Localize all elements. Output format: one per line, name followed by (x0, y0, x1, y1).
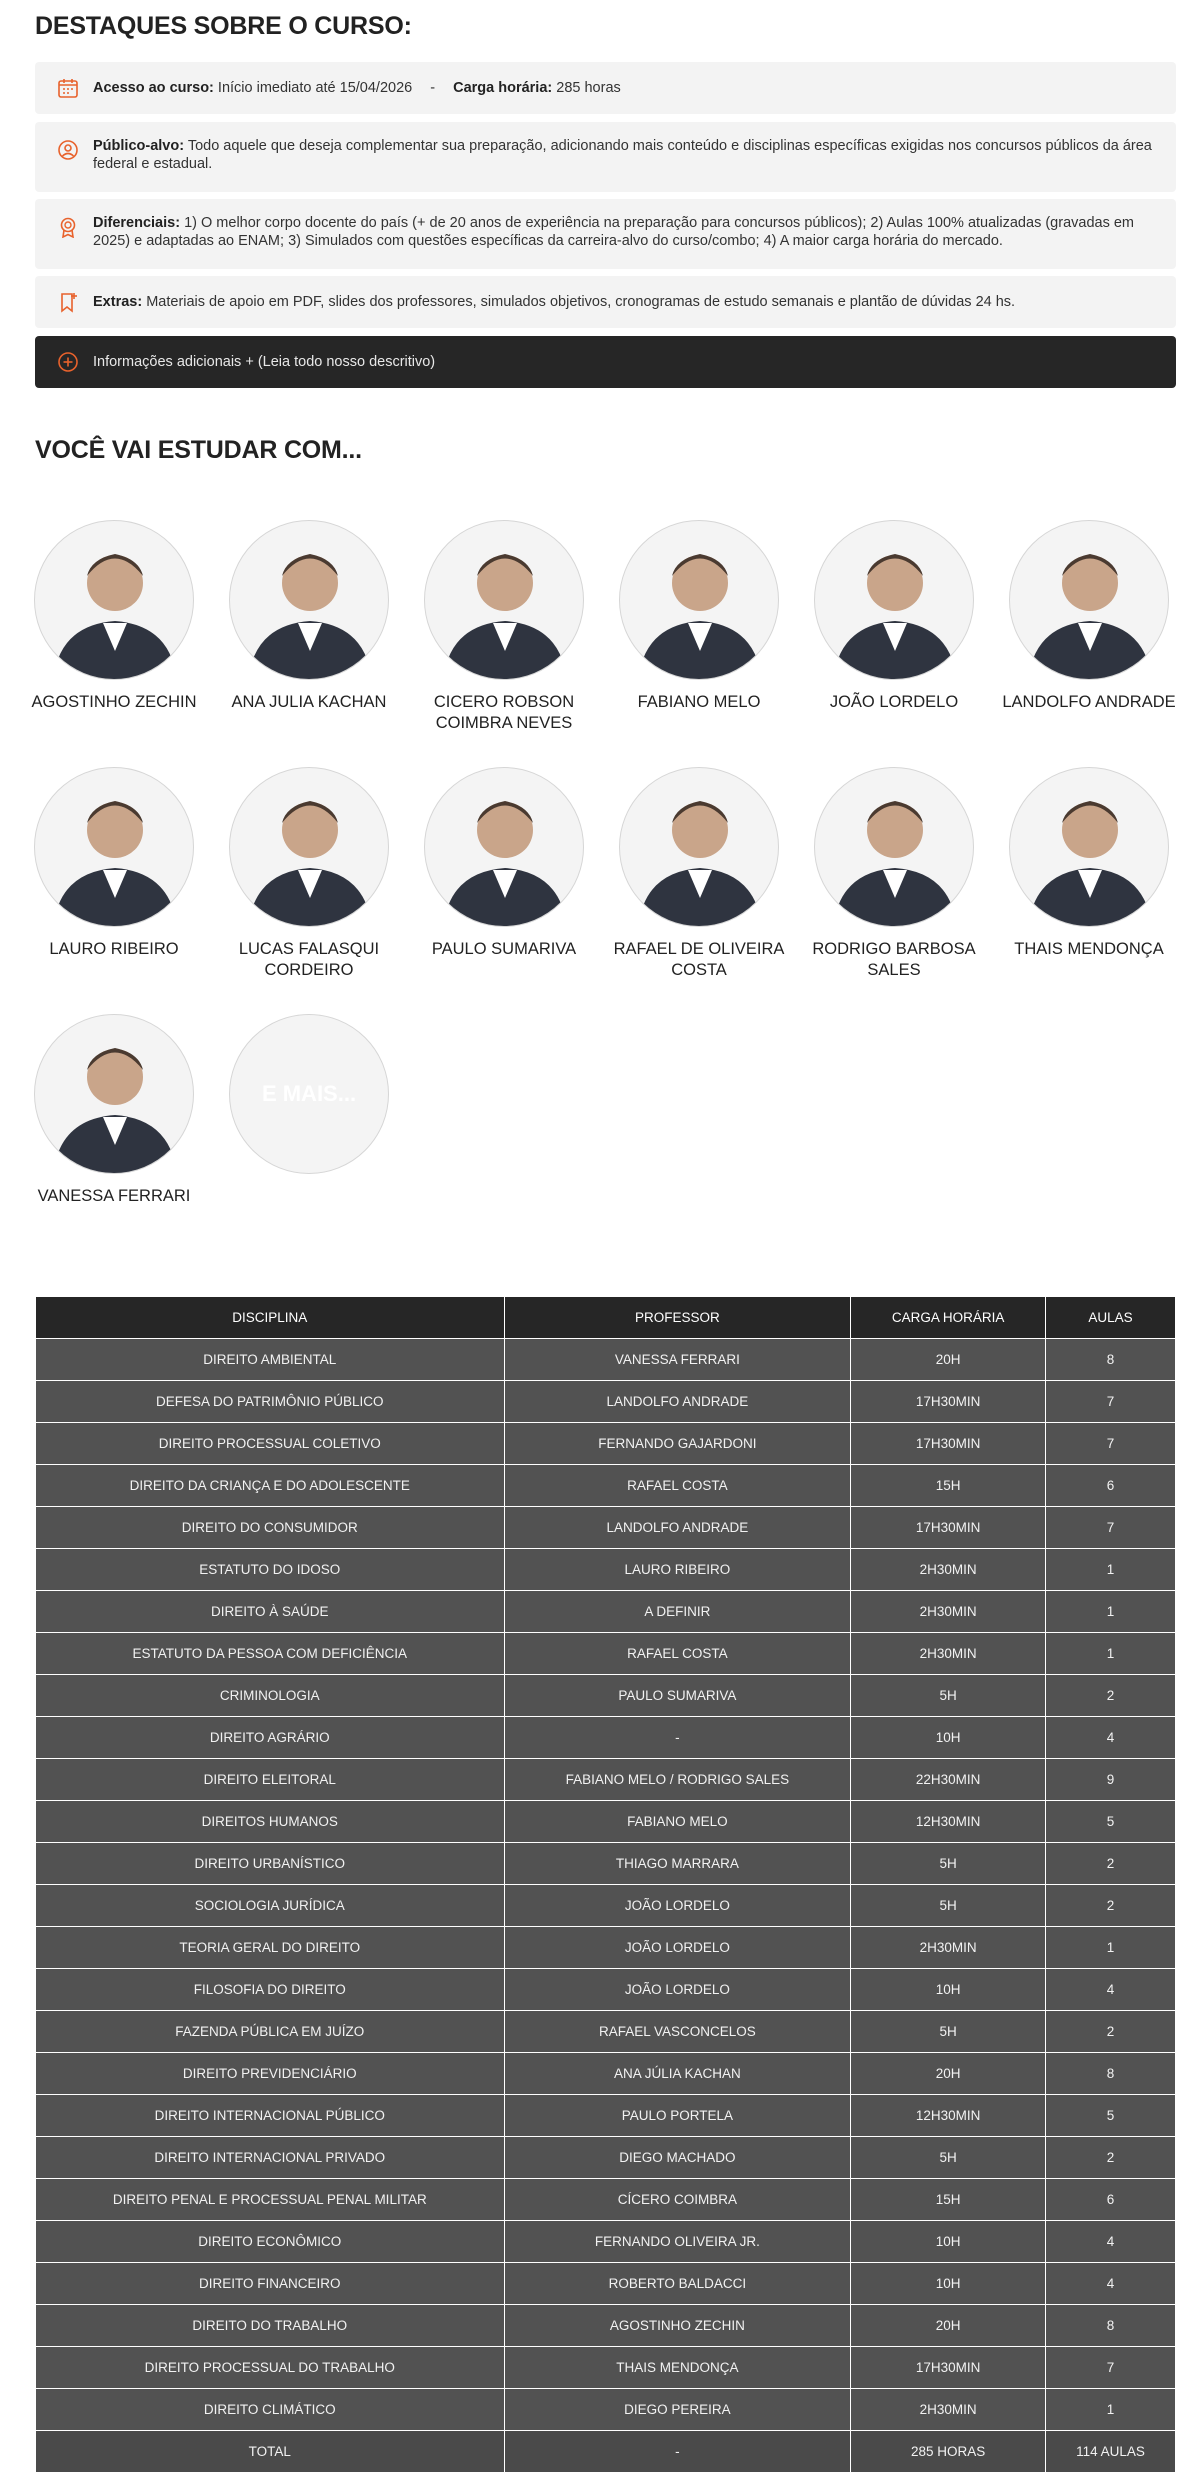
course-table (35, 1296, 1176, 2473)
table-row (36, 2389, 1176, 2431)
audience-label: Público-alvo: (93, 138, 185, 154)
table-row (36, 1507, 1176, 1549)
teacher-photo (814, 767, 974, 927)
cell-aulas: 6 (1046, 1465, 1176, 1507)
differentials-label: Diferenciais: (93, 215, 181, 231)
cell-disciplina: DIREITO INTERNACIONAL PÚBLICO (36, 2095, 505, 2137)
table-row (36, 1549, 1176, 1591)
teacher-photo (619, 520, 779, 680)
teacher-name: LAURO RIBEIRO (49, 940, 179, 958)
cell-disciplina: ESTATUTO DA PESSOA COM DEFICIÊNCIA (36, 1633, 505, 1675)
cell-professor: THAIS MENDONÇA (504, 2347, 851, 2389)
cell-professor: FABIANO MELO / RODRIGO SALES (504, 1759, 851, 1801)
cell-professor: FERNANDO GAJARDONI (504, 1423, 851, 1465)
cell-professor: RAFAEL COSTA (504, 1633, 851, 1675)
cell-disciplina: DIREITO PENAL E PROCESSUAL PENAL MILITAR (36, 2179, 505, 2221)
cell-disciplina: DIREITO CLIMÁTICO (36, 2389, 505, 2431)
cell-carga: 20H (851, 1339, 1046, 1381)
cell-carga: 10H (851, 1969, 1046, 2011)
cell-carga: 15H (851, 1465, 1046, 1507)
cell-aulas: 7 (1046, 1381, 1176, 1423)
table-row (36, 1591, 1176, 1633)
more-info-label: Informações adicionais + (Leia todo nosso descritivo) (93, 354, 436, 370)
cell-professor: LAURO RIBEIRO (504, 1549, 851, 1591)
cell-professor: RAFAEL COSTA (504, 1465, 851, 1507)
cell-professor: CÍCERO COIMBRA (504, 2179, 851, 2221)
cell-aulas: 2 (1046, 2011, 1176, 2053)
teacher-card[interactable] (24, 1014, 204, 1207)
table-row (36, 1759, 1176, 1801)
table-body (36, 1339, 1176, 2473)
teacher-photo (1009, 767, 1169, 927)
teacher-name: RODRIGO BARBOSA SALES (812, 940, 976, 979)
table-row (36, 2179, 1176, 2221)
teacher-photo (34, 520, 194, 680)
cell-disciplina: DIREITO AMBIENTAL (36, 1339, 505, 1381)
cell-carga: 2H30MIN (851, 1591, 1046, 1633)
cell-carga: 17H30MIN (851, 1423, 1046, 1465)
table-row (36, 2011, 1176, 2053)
cell-disciplina: DIREITO FINANCEIRO (36, 2263, 505, 2305)
table-row (36, 1381, 1176, 1423)
cell-carga: 5H (851, 1675, 1046, 1717)
audience-box (35, 122, 1176, 192)
cell-disciplina: DIREITO DO CONSUMIDOR (36, 1507, 505, 1549)
cell-professor: JOÃO LORDELO (504, 1969, 851, 2011)
table-row (36, 1885, 1176, 1927)
table-row (36, 2221, 1176, 2263)
cell-carga: 17H30MIN (851, 2347, 1046, 2389)
teacher-name: VANESSA FERRARI (37, 1187, 191, 1205)
teacher-photo (34, 1014, 194, 1174)
cell-disciplina: DIREITO URBANÍSTICO (36, 1843, 505, 1885)
cell-carga: 15H (851, 2179, 1046, 2221)
teacher-name: LANDOLFO ANDRADE (1002, 693, 1176, 711)
cell-professor: FABIANO MELO (504, 1801, 851, 1843)
cell-disciplina: DIREITO ELEITORAL (36, 1759, 505, 1801)
cell-disciplina: DIREITOS HUMANOS (36, 1801, 505, 1843)
cell-disciplina: TEORIA GERAL DO DIREITO (36, 1927, 505, 1969)
cell-professor: DIEGO MACHADO (504, 2137, 851, 2179)
table-row (36, 1675, 1176, 1717)
cell-carga: 5H (851, 2137, 1046, 2179)
medal-icon (55, 214, 81, 240)
cell-carga: 2H30MIN (851, 1633, 1046, 1675)
more-info-toggle[interactable] (35, 336, 1176, 388)
cell-aulas: 4 (1046, 1969, 1176, 2011)
cell-carga: 5H (851, 1843, 1046, 1885)
cell-aulas: 1 (1046, 1549, 1176, 1591)
teachers-title: VOCÊ VAI ESTUDAR COM... (35, 436, 362, 464)
table-row (36, 2137, 1176, 2179)
cell-carga: 2H30MIN (851, 1927, 1046, 1969)
cell-aulas: 4 (1046, 1717, 1176, 1759)
table-row (36, 1717, 1176, 1759)
teacher-card[interactable] (609, 767, 789, 981)
target-audience-icon (55, 137, 81, 163)
cell-aulas: 1 (1046, 2389, 1176, 2431)
cell-carga: 2H30MIN (851, 2389, 1046, 2431)
cell-carga: 10H (851, 2221, 1046, 2263)
table-total-row (36, 2431, 1176, 2473)
cell-professor: VANESSA FERRARI (504, 1339, 851, 1381)
cell-aulas: 7 (1046, 1423, 1176, 1465)
teacher-card[interactable] (24, 767, 204, 960)
cell-disciplina: DEFESA DO PATRIMÔNIO PÚBLICO (36, 1381, 505, 1423)
table-row (36, 1927, 1176, 1969)
cell-aulas: 4 (1046, 2263, 1176, 2305)
teacher-name: ANA JULIA KACHAN (231, 693, 387, 711)
cell-aulas: 2 (1046, 1843, 1176, 1885)
audience-text (93, 137, 1156, 173)
table-row (36, 2347, 1176, 2389)
teacher-photo (34, 767, 194, 927)
cell-aulas: 4 (1046, 2221, 1176, 2263)
cell-professor: AGOSTINHO ZECHIN (504, 2305, 851, 2347)
cell-carga: 10H (851, 1717, 1046, 1759)
cell-disciplina: TOTAL (36, 2431, 505, 2473)
extras-text (93, 293, 1015, 311)
cell-disciplina: DIREITO DA CRIANÇA E DO ADOLESCENTE (36, 1465, 505, 1507)
teacher-photo (424, 520, 584, 680)
cell-carga: 285 HORAS (851, 2431, 1046, 2473)
table-row (36, 1843, 1176, 1885)
calendar-icon (55, 75, 81, 101)
cell-professor: PAULO PORTELA (504, 2095, 851, 2137)
cell-disciplina: DIREITO PROCESSUAL COLETIVO (36, 1423, 505, 1465)
table-row (36, 1339, 1176, 1381)
cell-carga: 20H (851, 2053, 1046, 2095)
teacher-name: PAULO SUMARIVA (431, 940, 577, 958)
teacher-card[interactable] (609, 520, 789, 713)
cell-disciplina: DIREITO PROCESSUAL DO TRABALHO (36, 2347, 505, 2389)
cell-carga: 22H30MIN (851, 1759, 1046, 1801)
teacher-photo (229, 767, 389, 927)
cell-disciplina: DIREITO PREVIDENCIÁRIO (36, 2053, 505, 2095)
teacher-photo (229, 520, 389, 680)
extras-label: Extras: (93, 294, 143, 310)
table-row (36, 1423, 1176, 1465)
table-row (36, 1969, 1176, 2011)
col-professor: PROFESSOR (504, 1297, 851, 1339)
cell-aulas: 5 (1046, 1801, 1176, 1843)
more-teachers-button[interactable] (219, 1014, 399, 1174)
differentials-box (35, 199, 1176, 269)
hours-value: 285 horas (556, 80, 621, 96)
table-row (36, 2305, 1176, 2347)
teacher-photo (619, 767, 779, 927)
access-label: Acesso ao curso: (93, 80, 214, 96)
cell-disciplina: DIREITO ECONÔMICO (36, 2221, 505, 2263)
cell-disciplina: ESTATUTO DO IDOSO (36, 1549, 505, 1591)
teacher-name: AGOSTINHO ZECHIN (31, 693, 197, 711)
highlights-title: DESTAQUES SOBRE O CURSO: (35, 12, 412, 40)
cell-aulas: 1 (1046, 1633, 1176, 1675)
cell-carga: 5H (851, 2011, 1046, 2053)
cell-professor: LANDOLFO ANDRADE (504, 1507, 851, 1549)
cell-aulas: 8 (1046, 2305, 1176, 2347)
cell-professor: JOÃO LORDELO (504, 1927, 851, 1969)
table-row (36, 2053, 1176, 2095)
cell-professor: JOÃO LORDELO (504, 1885, 851, 1927)
cell-aulas: 5 (1046, 2095, 1176, 2137)
teacher-name: FABIANO MELO (637, 693, 761, 711)
teacher-name: CICERO ROBSON COIMBRA NEVES (433, 693, 575, 732)
cell-professor: ROBERTO BALDACCI (504, 2263, 851, 2305)
teacher-card[interactable] (999, 520, 1179, 713)
teacher-card[interactable] (999, 767, 1179, 960)
cell-carga: 10H (851, 2263, 1046, 2305)
teacher-name: THAIS MENDONÇA (1014, 940, 1164, 958)
table-row (36, 1633, 1176, 1675)
table-row (36, 1465, 1176, 1507)
table-header-row (36, 1297, 1176, 1339)
teacher-card[interactable] (219, 767, 399, 981)
differentials-text (93, 214, 1156, 250)
cell-professor: FERNANDO OLIVEIRA JR. (504, 2221, 851, 2263)
teacher-photo (814, 520, 974, 680)
cell-aulas: 1 (1046, 1591, 1176, 1633)
cell-professor: A DEFINIR (504, 1591, 851, 1633)
cell-disciplina: CRIMINOLOGIA (36, 1675, 505, 1717)
cell-carga: 5H (851, 1885, 1046, 1927)
teacher-card[interactable] (804, 520, 984, 713)
cell-aulas: 2 (1046, 1885, 1176, 1927)
teacher-card[interactable] (414, 767, 594, 960)
access-box (35, 62, 1176, 114)
cell-aulas: 7 (1046, 2347, 1176, 2389)
teacher-card[interactable] (219, 520, 399, 713)
cell-carga: 17H30MIN (851, 1507, 1046, 1549)
extras-value: Materiais de apoio em PDF, slides dos professores, simulados objetivos, cronogramas de estudo semanais e plantão de dúvidas 24 hs. (146, 294, 1016, 310)
more-teachers-label: E MAIS... (261, 1081, 357, 1106)
cell-professor: LANDOLFO ANDRADE (504, 1381, 851, 1423)
cell-disciplina: DIREITO DO TRABALHO (36, 2305, 505, 2347)
hours-label: Carga horária: (453, 80, 553, 96)
cell-professor: DIEGO PEREIRA (504, 2389, 851, 2431)
cell-professor: ANA JÚLIA KACHAN (504, 2053, 851, 2095)
cell-professor: - (504, 2431, 851, 2473)
teacher-photo (424, 767, 584, 927)
cell-professor: RAFAEL VASCONCELOS (504, 2011, 851, 2053)
more-teachers-circle (229, 1014, 389, 1174)
teacher-card[interactable] (414, 520, 594, 734)
col-carga: CARGA HORÁRIA (851, 1297, 1046, 1339)
col-aulas: AULAS (1046, 1297, 1176, 1339)
cell-carga: 12H30MIN (851, 2095, 1046, 2137)
cell-aulas: 2 (1046, 1675, 1176, 1717)
cell-professor: PAULO SUMARIVA (504, 1675, 851, 1717)
cell-aulas: 2 (1046, 2137, 1176, 2179)
cell-disciplina: FILOSOFIA DO DIREITO (36, 1969, 505, 2011)
cell-disciplina: DIREITO À SAÚDE (36, 1591, 505, 1633)
teacher-name: JOÃO LORDELO (829, 693, 959, 711)
teacher-name: LUCAS FALASQUI CORDEIRO (238, 940, 380, 979)
cell-aulas: 8 (1046, 2053, 1176, 2095)
cell-aulas: 114 AULAS (1046, 2431, 1176, 2473)
cell-aulas: 8 (1046, 1339, 1176, 1381)
cell-aulas: 6 (1046, 2179, 1176, 2221)
cell-disciplina: DIREITO INTERNACIONAL PRIVADO (36, 2137, 505, 2179)
extras-box (35, 276, 1176, 328)
separator: - (430, 80, 436, 96)
cell-carga: 17H30MIN (851, 1381, 1046, 1423)
bookmark-icon (55, 289, 81, 315)
cell-carga: 12H30MIN (851, 1801, 1046, 1843)
access-text (93, 79, 621, 97)
cell-aulas: 1 (1046, 1927, 1176, 1969)
plus-circle-icon (55, 349, 81, 375)
table-row (36, 2095, 1176, 2137)
access-value: Início imediato até 15/04/2026 (217, 80, 413, 96)
differentials-value: 1) O melhor corpo docente do país (+ de 20 anos de experiência na preparação para concursos públicos); 2) Aulas 100% atualizadas (gravadas em 2025) e adaptadas ao ENAM; 3) Simulados com questões específicas da carreira-alvo do curso/combo; 4) A maior carga horária do mercado. (93, 215, 1134, 249)
audience-value: Todo aquele que deseja complementar sua preparação, adicionando mais conteúdo e disciplinas específicas exigidas nos concursos públicos da área federal e estadual. (93, 138, 1152, 172)
cell-aulas: 9 (1046, 1759, 1176, 1801)
cell-disciplina: SOCIOLOGIA JURÍDICA (36, 1885, 505, 1927)
teacher-card[interactable] (804, 767, 984, 981)
cell-disciplina: FAZENDA PÚBLICA EM JUÍZO (36, 2011, 505, 2053)
table-row (36, 1801, 1176, 1843)
teacher-name: RAFAEL DE OLIVEIRA COSTA (613, 940, 785, 979)
cell-aulas: 7 (1046, 1507, 1176, 1549)
table-row (36, 2263, 1176, 2305)
cell-professor: - (504, 1717, 851, 1759)
cell-carga: 20H (851, 2305, 1046, 2347)
cell-disciplina: DIREITO AGRÁRIO (36, 1717, 505, 1759)
teacher-photo (1009, 520, 1169, 680)
col-disciplina: DISCIPLINA (36, 1297, 505, 1339)
cell-professor: THIAGO MARRARA (504, 1843, 851, 1885)
cell-carga: 2H30MIN (851, 1549, 1046, 1591)
teacher-card[interactable] (24, 520, 204, 713)
